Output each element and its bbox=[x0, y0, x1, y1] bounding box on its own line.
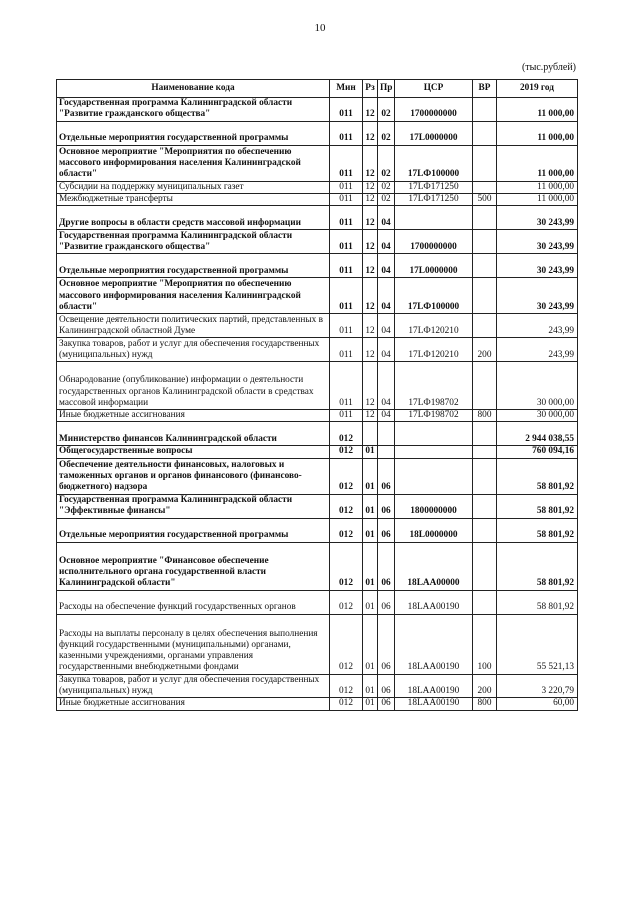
cell-min: 011 bbox=[330, 338, 363, 362]
table-row bbox=[57, 410, 578, 422]
cell-sum: 11 000,00 bbox=[497, 121, 578, 145]
cell-min: 011 bbox=[330, 362, 363, 410]
table-header-row bbox=[57, 80, 578, 98]
header-rz: Рз bbox=[363, 80, 378, 98]
cell-sum: 60,00 bbox=[497, 698, 578, 710]
header-min: Мин bbox=[330, 80, 363, 98]
cell-rz: 01 bbox=[363, 446, 378, 458]
table-row bbox=[57, 674, 578, 698]
cell-vr: 800 bbox=[473, 698, 497, 710]
cell-sum: 30 000,00 bbox=[497, 362, 578, 410]
cell-rz: 12 bbox=[363, 254, 378, 278]
cell-sum: 2 944 038,55 bbox=[497, 422, 578, 446]
page-number: 10 bbox=[314, 22, 326, 34]
cell-sum: 11 000,00 bbox=[497, 193, 578, 205]
cell-name: Межбюджетные трансферты bbox=[57, 193, 330, 205]
table-row bbox=[57, 698, 578, 710]
cell-min: 012 bbox=[330, 518, 363, 542]
cell-rz: 12 bbox=[363, 338, 378, 362]
cell-csr: 18LAA00190 bbox=[395, 674, 473, 698]
table-row bbox=[57, 518, 578, 542]
cell-name: Министерство финансов Калининградской области bbox=[57, 422, 330, 446]
cell-min: 012 bbox=[330, 698, 363, 710]
cell-min: 012 bbox=[330, 542, 363, 590]
header-csr: ЦСР bbox=[395, 80, 473, 98]
cell-rz: 01 bbox=[363, 494, 378, 518]
cell-csr bbox=[395, 422, 473, 446]
header-vr: ВР bbox=[473, 80, 497, 98]
cell-name: Расходы на обеспечение функций государственных органов bbox=[57, 590, 330, 614]
cell-rz: 01 bbox=[363, 674, 378, 698]
table-row bbox=[57, 206, 578, 230]
cell-vr bbox=[473, 362, 497, 410]
cell-csr: 17LФ120210 bbox=[395, 338, 473, 362]
cell-csr: 18LAA00000 bbox=[395, 542, 473, 590]
cell-csr: 1700000000 bbox=[395, 230, 473, 254]
table-row bbox=[57, 254, 578, 278]
table-row bbox=[57, 181, 578, 193]
cell-vr bbox=[473, 446, 497, 458]
cell-pr: 06 bbox=[378, 674, 395, 698]
cell-pr: 06 bbox=[378, 590, 395, 614]
cell-name: Расходы на выплаты персоналу в целях обеспечения выполнения функций государственными (муниципальными) органами, казенными учреждениями, органами управления государственными внебюджетными фондами bbox=[57, 614, 330, 674]
cell-name: Обеспечение деятельности финансовых, налоговых и таможенных органов и органов финансового (финансово-бюджетного) надзора bbox=[57, 458, 330, 494]
cell-pr: 06 bbox=[378, 698, 395, 710]
cell-min: 011 bbox=[330, 98, 363, 122]
table-row bbox=[57, 98, 578, 122]
header-year: 2019 год bbox=[497, 80, 578, 98]
cell-pr: 02 bbox=[378, 181, 395, 193]
table-body bbox=[57, 98, 578, 711]
cell-sum: 55 521,13 bbox=[497, 614, 578, 674]
cell-name: Освещение деятельности политических партий, представленных в Калининградской областной Думе bbox=[57, 314, 330, 338]
cell-vr bbox=[473, 590, 497, 614]
cell-csr: 18LAA00190 bbox=[395, 614, 473, 674]
cell-name: Государственная программа Калининградской области "Развитие гражданского общества" bbox=[57, 98, 330, 122]
cell-pr: 02 bbox=[378, 145, 395, 181]
cell-csr: 18LAA00190 bbox=[395, 590, 473, 614]
header-pr: Пр bbox=[378, 80, 395, 98]
cell-sum: 58 801,92 bbox=[497, 458, 578, 494]
cell-pr: 04 bbox=[378, 362, 395, 410]
cell-vr bbox=[473, 230, 497, 254]
cell-min: 012 bbox=[330, 446, 363, 458]
cell-vr: 800 bbox=[473, 410, 497, 422]
cell-csr bbox=[395, 446, 473, 458]
cell-pr: 06 bbox=[378, 458, 395, 494]
cell-sum: 30 243,99 bbox=[497, 206, 578, 230]
cell-min: 012 bbox=[330, 422, 363, 446]
units-label: (тыс.рублей) bbox=[521, 62, 576, 73]
cell-min: 011 bbox=[330, 410, 363, 422]
cell-rz: 01 bbox=[363, 518, 378, 542]
table-row bbox=[57, 590, 578, 614]
budget-table bbox=[56, 79, 578, 711]
cell-sum: 3 220,79 bbox=[497, 674, 578, 698]
cell-min: 011 bbox=[330, 230, 363, 254]
cell-rz: 12 bbox=[363, 410, 378, 422]
cell-vr bbox=[473, 181, 497, 193]
cell-csr: 17LФ120210 bbox=[395, 314, 473, 338]
cell-pr: 02 bbox=[378, 121, 395, 145]
cell-vr bbox=[473, 145, 497, 181]
cell-csr: 17LФ171250 bbox=[395, 181, 473, 193]
cell-min: 011 bbox=[330, 278, 363, 314]
cell-name: Отдельные мероприятия государственной программы bbox=[57, 121, 330, 145]
cell-pr: 04 bbox=[378, 338, 395, 362]
header-name: Наименование кода bbox=[57, 80, 330, 98]
cell-csr: 1700000000 bbox=[395, 98, 473, 122]
cell-rz: 12 bbox=[363, 193, 378, 205]
table-row bbox=[57, 230, 578, 254]
cell-csr: 17L0000000 bbox=[395, 121, 473, 145]
cell-sum: 11 000,00 bbox=[497, 145, 578, 181]
cell-sum: 243,99 bbox=[497, 314, 578, 338]
table-row bbox=[57, 542, 578, 590]
cell-rz: 12 bbox=[363, 145, 378, 181]
cell-min: 012 bbox=[330, 590, 363, 614]
cell-name: Иные бюджетные ассигнования bbox=[57, 698, 330, 710]
cell-rz: 01 bbox=[363, 590, 378, 614]
cell-rz: 12 bbox=[363, 181, 378, 193]
cell-rz: 12 bbox=[363, 230, 378, 254]
cell-min: 012 bbox=[330, 458, 363, 494]
cell-rz: 12 bbox=[363, 362, 378, 410]
cell-vr bbox=[473, 458, 497, 494]
cell-vr bbox=[473, 422, 497, 446]
cell-rz: 12 bbox=[363, 98, 378, 122]
cell-pr: 04 bbox=[378, 278, 395, 314]
cell-pr: 04 bbox=[378, 314, 395, 338]
table-row bbox=[57, 314, 578, 338]
cell-vr bbox=[473, 314, 497, 338]
cell-sum: 30 243,99 bbox=[497, 278, 578, 314]
cell-name: Основное мероприятие "Мероприятия по обеспечению массового информирования населения Калининградской области" bbox=[57, 145, 330, 181]
table-row bbox=[57, 278, 578, 314]
cell-sum: 11 000,00 bbox=[497, 181, 578, 193]
cell-csr: 18LAA00190 bbox=[395, 698, 473, 710]
cell-min: 011 bbox=[330, 121, 363, 145]
cell-name: Закупка товаров, работ и услуг для обеспечения государственных (муниципальных) нужд bbox=[57, 674, 330, 698]
cell-vr bbox=[473, 254, 497, 278]
cell-rz: 01 bbox=[363, 542, 378, 590]
cell-name: Субсидии на поддержку муниципальных газет bbox=[57, 181, 330, 193]
cell-csr: 18L0000000 bbox=[395, 518, 473, 542]
cell-pr: 06 bbox=[378, 614, 395, 674]
cell-pr: 06 bbox=[378, 494, 395, 518]
table-row bbox=[57, 614, 578, 674]
cell-vr: 100 bbox=[473, 614, 497, 674]
cell-pr: 02 bbox=[378, 98, 395, 122]
cell-csr: 17L0000000 bbox=[395, 254, 473, 278]
cell-min: 011 bbox=[330, 314, 363, 338]
cell-csr: 1800000000 bbox=[395, 494, 473, 518]
table-row bbox=[57, 494, 578, 518]
cell-pr: 06 bbox=[378, 542, 395, 590]
table-row bbox=[57, 422, 578, 446]
cell-rz: 01 bbox=[363, 614, 378, 674]
cell-csr: 17LФ100000 bbox=[395, 145, 473, 181]
cell-min: 012 bbox=[330, 614, 363, 674]
table-row bbox=[57, 458, 578, 494]
cell-pr: 04 bbox=[378, 230, 395, 254]
cell-sum: 30 243,99 bbox=[497, 254, 578, 278]
cell-sum: 58 801,92 bbox=[497, 518, 578, 542]
cell-rz: 01 bbox=[363, 698, 378, 710]
cell-sum: 11 000,00 bbox=[497, 98, 578, 122]
cell-sum: 243,99 bbox=[497, 338, 578, 362]
table-row bbox=[57, 145, 578, 181]
cell-name: Основное мероприятие "Финансовое обеспечение исполнительного органа государственной власти Калининградской области" bbox=[57, 542, 330, 590]
cell-pr: 04 bbox=[378, 206, 395, 230]
cell-name: Закупка товаров, работ и услуг для обеспечения государственных (муниципальных) нужд bbox=[57, 338, 330, 362]
cell-min: 011 bbox=[330, 254, 363, 278]
cell-vr: 200 bbox=[473, 674, 497, 698]
cell-sum: 760 094,16 bbox=[497, 446, 578, 458]
cell-vr bbox=[473, 121, 497, 145]
cell-sum: 30 243,99 bbox=[497, 230, 578, 254]
cell-pr bbox=[378, 422, 395, 446]
cell-min: 011 bbox=[330, 145, 363, 181]
cell-csr: 17LФ171250 bbox=[395, 193, 473, 205]
table-row bbox=[57, 362, 578, 410]
cell-rz: 12 bbox=[363, 278, 378, 314]
cell-vr: 500 bbox=[473, 193, 497, 205]
cell-rz: 12 bbox=[363, 206, 378, 230]
cell-pr bbox=[378, 446, 395, 458]
cell-csr: 17LФ100000 bbox=[395, 278, 473, 314]
cell-pr: 04 bbox=[378, 254, 395, 278]
cell-name: Основное мероприятие "Мероприятия по обеспечению массового информирования населения Калининградской области" bbox=[57, 278, 330, 314]
cell-name: Общегосударственные вопросы bbox=[57, 446, 330, 458]
cell-min: 012 bbox=[330, 674, 363, 698]
cell-vr bbox=[473, 494, 497, 518]
cell-name: Государственная программа Калининградской области "Развитие гражданского общества" bbox=[57, 230, 330, 254]
cell-sum: 58 801,92 bbox=[497, 542, 578, 590]
cell-sum: 58 801,92 bbox=[497, 494, 578, 518]
cell-vr bbox=[473, 206, 497, 230]
cell-vr bbox=[473, 542, 497, 590]
cell-min: 011 bbox=[330, 193, 363, 205]
cell-csr bbox=[395, 458, 473, 494]
cell-name: Государственная программа Калининградской области "Эффективные финансы" bbox=[57, 494, 330, 518]
cell-min: 011 bbox=[330, 206, 363, 230]
cell-vr bbox=[473, 518, 497, 542]
cell-name: Отдельные мероприятия государственной программы bbox=[57, 518, 330, 542]
cell-csr: 17LФ198702 bbox=[395, 410, 473, 422]
table-row bbox=[57, 121, 578, 145]
cell-csr: 17LФ198702 bbox=[395, 362, 473, 410]
cell-sum: 58 801,92 bbox=[497, 590, 578, 614]
cell-rz: 12 bbox=[363, 121, 378, 145]
cell-vr bbox=[473, 98, 497, 122]
table-row bbox=[57, 446, 578, 458]
cell-name: Другие вопросы в области средств массовой информации bbox=[57, 206, 330, 230]
table-row bbox=[57, 193, 578, 205]
cell-vr bbox=[473, 278, 497, 314]
cell-pr: 06 bbox=[378, 518, 395, 542]
cell-sum: 30 000,00 bbox=[497, 410, 578, 422]
cell-vr: 200 bbox=[473, 338, 497, 362]
cell-rz bbox=[363, 422, 378, 446]
cell-pr: 02 bbox=[378, 193, 395, 205]
cell-pr: 04 bbox=[378, 410, 395, 422]
cell-rz: 12 bbox=[363, 314, 378, 338]
cell-name: Отдельные мероприятия государственной программы bbox=[57, 254, 330, 278]
cell-csr bbox=[395, 206, 473, 230]
cell-min: 011 bbox=[330, 181, 363, 193]
cell-name: Иные бюджетные ассигнования bbox=[57, 410, 330, 422]
table-row bbox=[57, 338, 578, 362]
cell-name: Обнародование (опубликование) информации о деятельности государственных органов Калининградской области в средствах массовой информации bbox=[57, 362, 330, 410]
cell-min: 012 bbox=[330, 494, 363, 518]
cell-rz: 01 bbox=[363, 458, 378, 494]
